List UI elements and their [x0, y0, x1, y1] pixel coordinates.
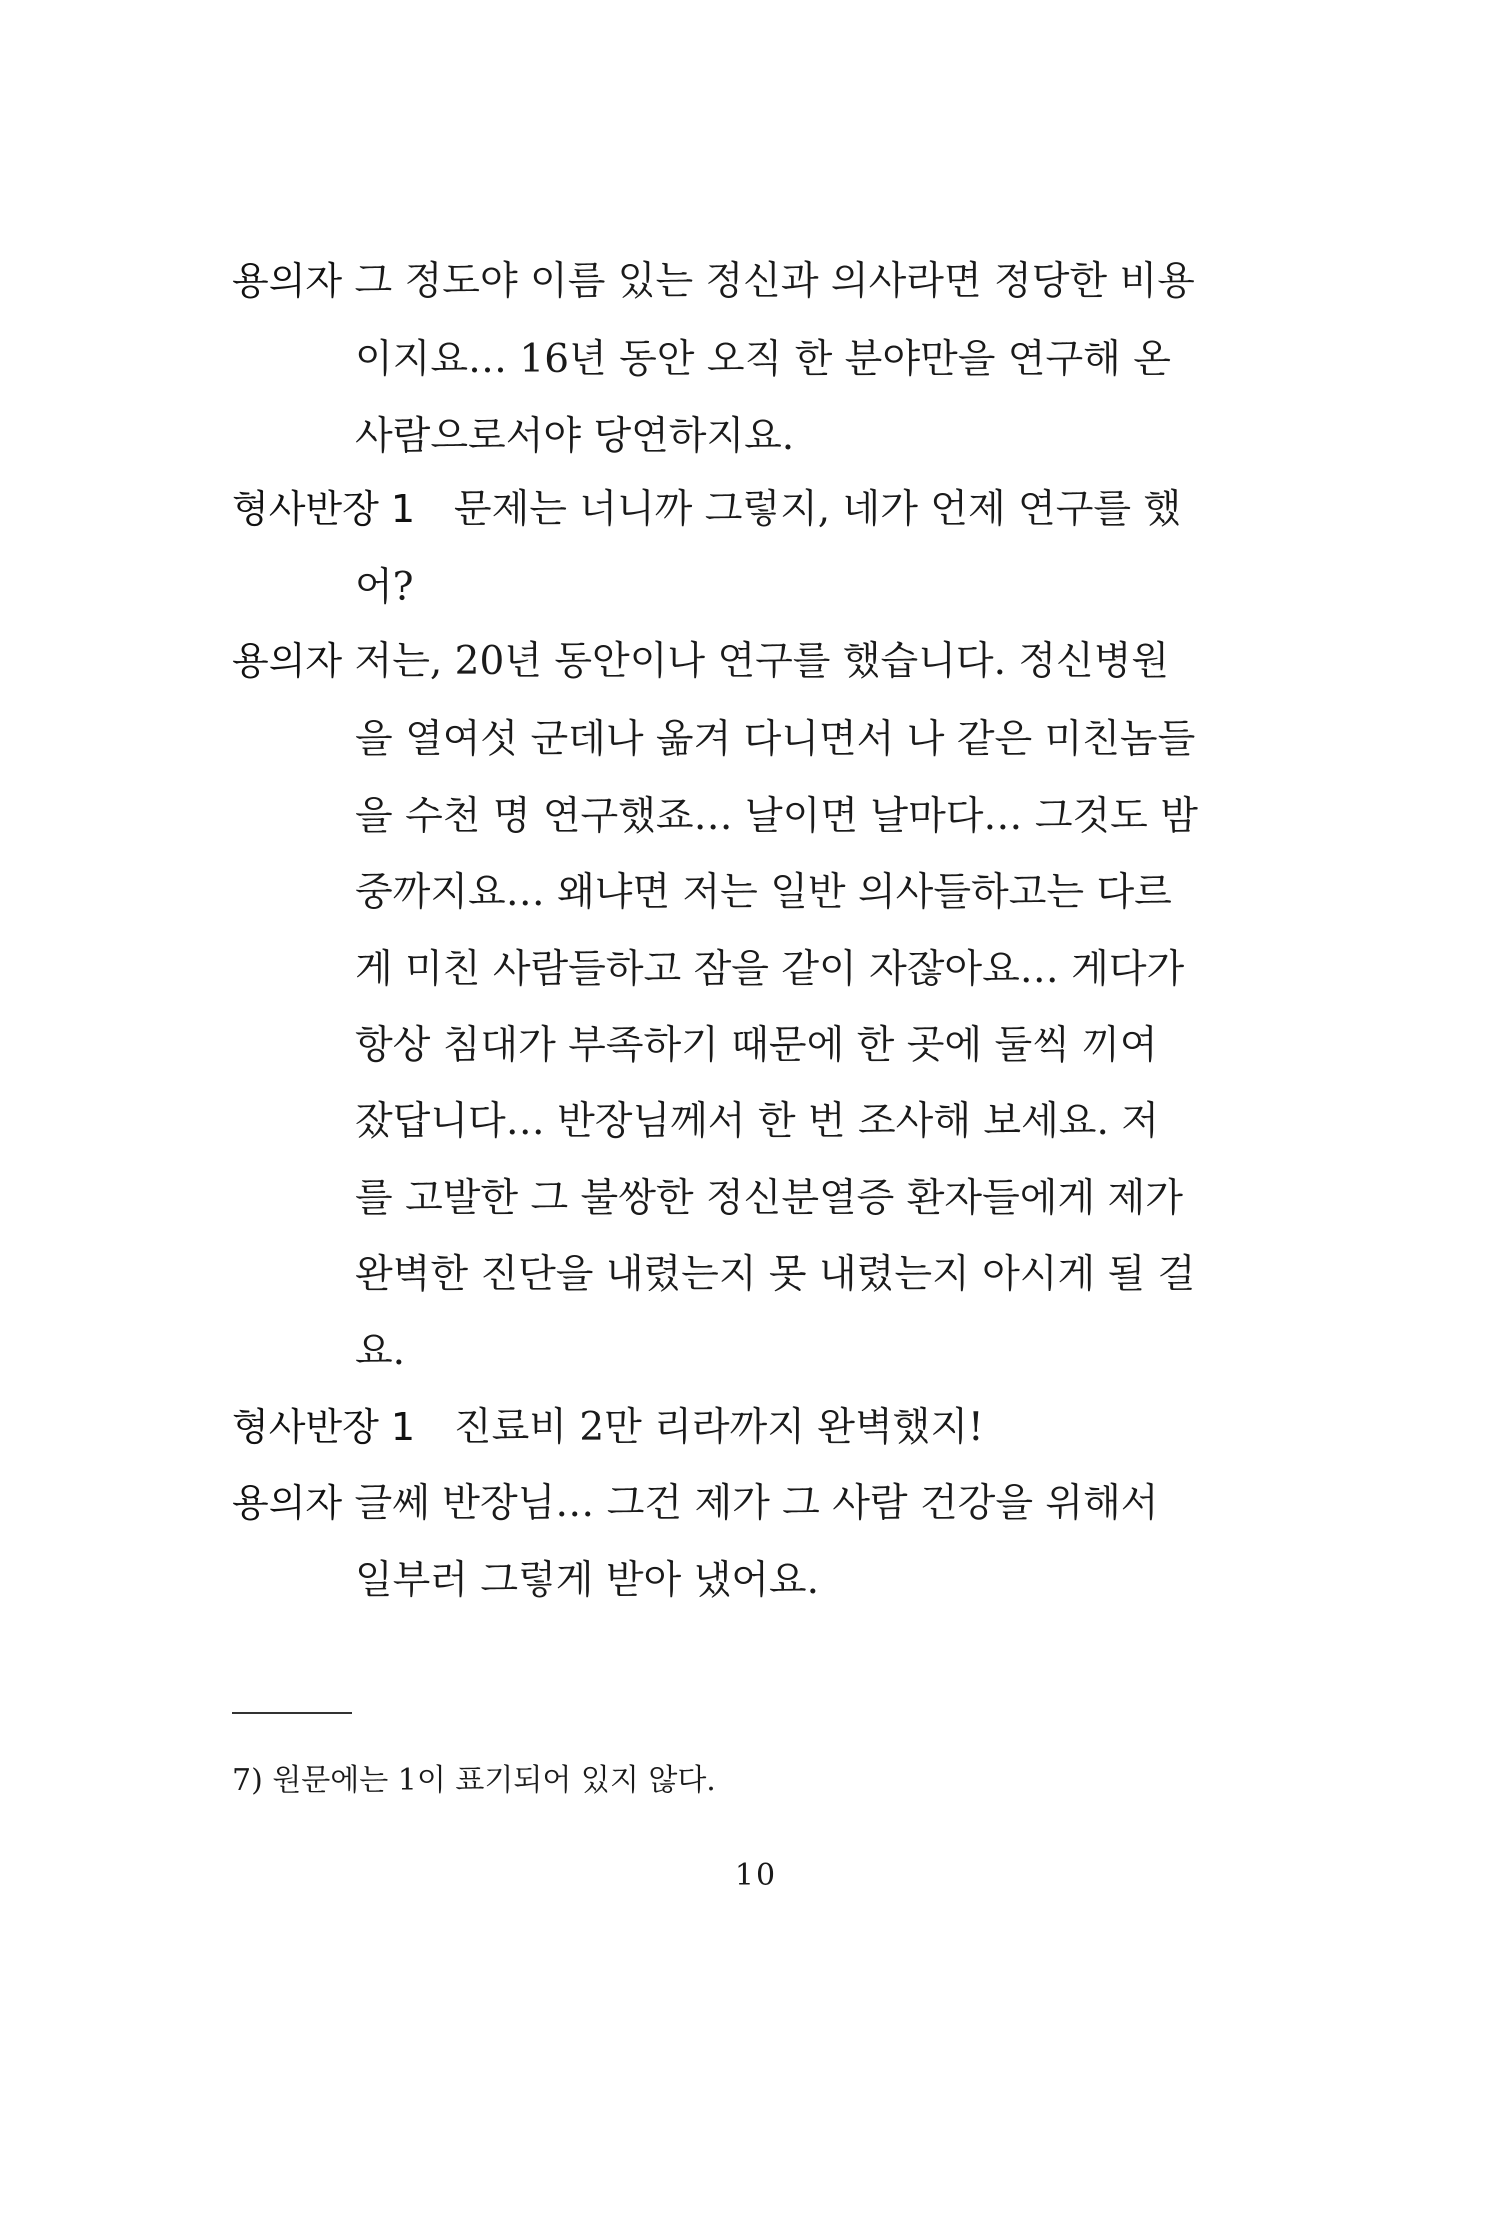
dialogue-continuation: 중까지요… 왜냐면 저는 일반 의사들하고는 다르 — [355, 870, 1172, 915]
dialogue-continuation: 요. — [355, 1329, 406, 1374]
speaker-name: 용의자 — [232, 1481, 343, 1525]
dialogue-text: 진료비 2만 리라까지 완벽했지! — [453, 1405, 984, 1450]
dialogue-continuation: 이지요… 16년 동안 오직 한 분야만을 연구해 온 — [355, 337, 1171, 382]
speaker-name: 형사반장 1 — [232, 487, 416, 531]
dialogue-text: 문제는 너니까 그렇지, 네가 언제 연구를 했 — [453, 487, 1182, 532]
dialogue-continuation: 항상 침대가 부족하기 때문에 한 곳에 둘씩 끼여 — [355, 1023, 1158, 1068]
dialogue-line — [232, 487, 1182, 532]
dialogue-line — [232, 639, 1170, 684]
speaker-name: 용의자 — [232, 639, 343, 683]
footnote: 7) 원문에는 1이 표기되어 있지 않다. — [232, 1763, 716, 1798]
page-number: 10 — [734, 1858, 778, 1893]
dialogue-continuation: 어? — [355, 565, 414, 610]
dialogue-continuation: 완벽한 진단을 내렸는지 못 내렸는지 아시게 될 걸 — [355, 1252, 1196, 1297]
dialogue-text: 저는, 20년 동안이나 연구를 했습니다. 정신병원 — [354, 639, 1170, 684]
dialogue-line — [232, 1405, 984, 1450]
dialogue-continuation: 사람으로서야 당연하지요. — [355, 414, 795, 459]
footnote-divider — [232, 1712, 352, 1714]
dialogue-continuation: 잤답니다… 반장님께서 한 번 조사해 보세요. 저 — [355, 1099, 1159, 1144]
dialogue-text: 글쎄 반장님… 그건 제가 그 사람 건강을 위해서 — [354, 1481, 1159, 1526]
dialogue-continuation: 을 수천 명 연구했죠… 날이면 날마다… 그것도 밤 — [355, 794, 1198, 839]
dialogue-continuation: 을 열여섯 군데나 옮겨 다니면서 나 같은 미친놈들 — [355, 717, 1196, 762]
dialogue-text: 그 정도야 이름 있는 정신과 의사라면 정당한 비용 — [354, 259, 1195, 304]
speaker-name: 용의자 — [232, 259, 343, 303]
dialogue-line — [232, 1481, 1159, 1526]
dialogue-continuation: 일부러 그렇게 받아 냈어요. — [355, 1558, 820, 1603]
speaker-name: 형사반장 1 — [232, 1405, 416, 1449]
dialogue-line — [232, 259, 1195, 304]
dialogue-continuation: 게 미친 사람들하고 잠을 같이 자잖아요… 게다가 — [355, 947, 1185, 992]
dialogue-continuation: 를 고발한 그 불쌍한 정신분열증 환자들에게 제가 — [355, 1176, 1183, 1221]
